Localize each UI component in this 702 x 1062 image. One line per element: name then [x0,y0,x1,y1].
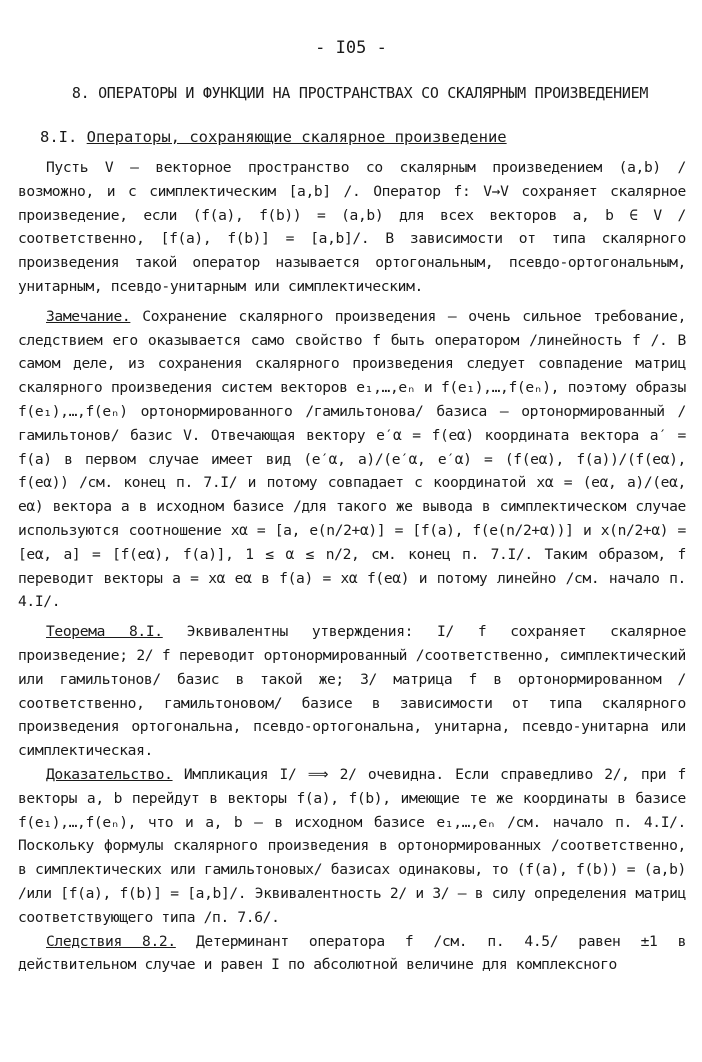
theorem-label: Теорема 8.I. [46,623,163,641]
section-title: Операторы, сохраняющие скалярное произведение [86,128,507,146]
page-number: - I05 - [315,38,387,58]
paragraph-remark [18,305,686,614]
paragraph-text: Сохранение скалярного произведения – очень сильное требование, следствием его оказывается само свойство f быть оператором /линейность f /. В самом деле, из сохранения скалярного произведения следует совпадение матриц скалярного произведения систем векторов e₁,…,eₙ и f(e₁),…,f(eₙ), поэтому образы f(e₁),…,f(eₙ) ортонормированного /гамильтонова/ базиса – ортонормированный /гамильтонов/ базис V. Отвечающая вектору e′α = f(eα) координата вектора a′ = f(a) в первом случае имеет вид (e′α, a)/(e′α, e′α) = (f(eα), f(a))/(f(eα), f(eα)) /см. конец п. 7.I/ и потому совпадает с координатой xα = (eα, a)/(eα, eα) вектора a в исходном базисе /для такого же вывода в симплектическом случае используются соотношение xα = [a, e(n/2+α)] = [f(a), f(e(n/2+α))] и x(n/2+α) = [eα, a] = [f(eα), f(a)], 1 ≤ α ≤ n/2, см. конец п. 7.I/. Таким образом, f переводит векторы a = xα eα в f(a) = xα f(eα) и потому линейно /см. начало п. 4.I/. [18,307,687,611]
paragraph-text: Пусть V – векторное пространство со скалярным произведением (a,b) /возможно, и с симплектическим [a,b] /. Оператор f: V→V сохраняет скалярное произведение, если (f(a), f(b)) = (a,b) для всех векторов a, b ∈ V /соответственно, [f(a), f(b)] = [a,b]/. В зависимости от типа скалярного произведения такой оператор называется ортогональным, псевдо-ортогональным, унитарным, псевдо-унитарным или симплектическим. [18,159,686,295]
section-heading [40,128,507,146]
remark-label: Замечание. [46,307,131,325]
paragraph-definition [18,156,686,299]
paragraph-proof [18,763,686,930]
paragraph-text: Детерминант оператора f /см. п. 4.5/ равен ±1 в действительном случае и равен I по абсолютной величине для комплексного [18,932,687,974]
paragraph-theorem [18,620,686,763]
paragraph-text: Импликация I/ ⟹ 2/ очевидна. Если справедливо 2/, при f векторы a, b перейдут в векторы f(a), f(b), имеющие те же координаты в базисе f(e₁),…,f(eₙ), что и a, b – в исходном базисе e₁,…,eₙ /см. начало п. 4.I/. Поскольку формулы скалярного произведения в ортонормированных /соответственно, в симплектических или гамильтоновых/ базисах одинаковы, то (f(a), f(b)) = (a,b) /или [f(a), f(b)] = [a,b]/. Эквивалентность 2/ и 3/ – в силу определения матриц соответствующего типа /п. 7.6/. [18,765,686,926]
corollary-label: Следствия 8.2. [46,932,176,950]
body-text [18,156,686,977]
paragraph-corollary [18,930,686,978]
section-number: 8.I. [40,128,78,146]
proof-label: Доказательство. [46,765,173,783]
paragraph-text: Эквивалентны утверждения: I/ f сохраняет скалярное произведение; 2/ f переводит ортонормированный /соответственно, симплектический или гамильтонов/ базис в такой же; 3/ матрица f в ортонормированном /соответственно, гамильтоновом/ базисе в зависимости от типа скалярного произведения ортогональна, псевдо-ортогональна, унитарна, псевдо-унитарна или симплектическая. [18,623,687,760]
chapter-title: 8. ОПЕРАТОРЫ И ФУНКЦИИ НА ПРОСТРАНСТВАХ СО СКАЛЯРНЫМ ПРОИЗВЕДЕНИЕМ [71,84,649,102]
